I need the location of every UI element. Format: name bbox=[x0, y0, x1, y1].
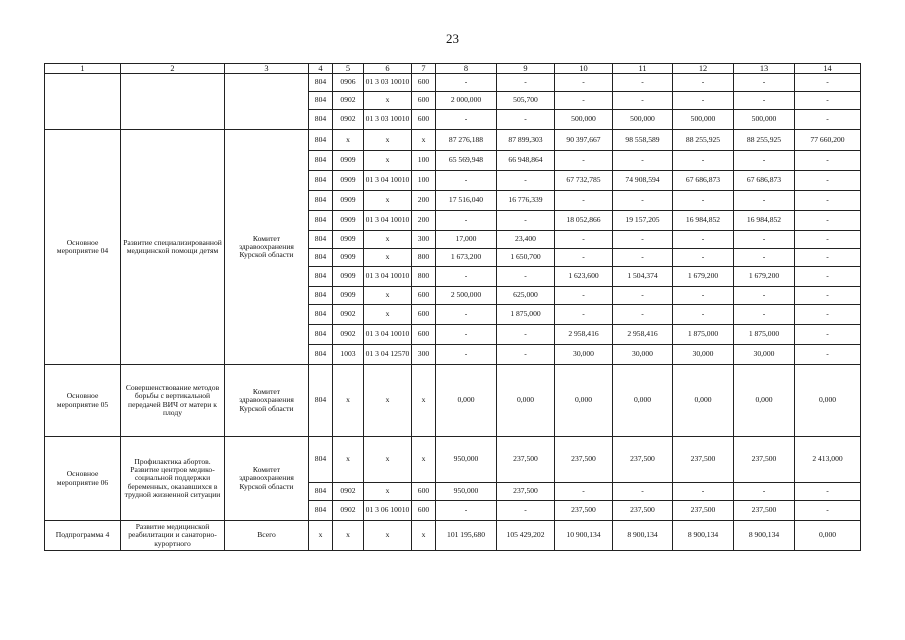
value-cell: 800 bbox=[412, 249, 436, 267]
value-cell: 0909 bbox=[333, 151, 364, 171]
value-cell: 01 3 04 10010 bbox=[364, 211, 412, 231]
page-number: 23 bbox=[446, 31, 459, 46]
value-cell: - bbox=[795, 110, 861, 130]
value-cell: 30,000 bbox=[734, 345, 795, 365]
value-cell: - bbox=[673, 92, 734, 110]
value-cell: 800 bbox=[412, 267, 436, 287]
value-cell: 804 bbox=[309, 501, 333, 521]
value-cell: 804 bbox=[309, 191, 333, 211]
value-cell: 0,000 bbox=[795, 365, 861, 437]
value-cell: - bbox=[734, 287, 795, 305]
value-cell: 23,400 bbox=[497, 231, 555, 249]
value-cell: - bbox=[795, 191, 861, 211]
value-cell: - bbox=[436, 325, 497, 345]
value-cell: х bbox=[364, 130, 412, 151]
value-cell: - bbox=[673, 191, 734, 211]
value-cell: 2 958,416 bbox=[613, 325, 673, 345]
value-cell: 804 bbox=[309, 171, 333, 191]
value-cell: х bbox=[412, 437, 436, 483]
column-header-2: 2 bbox=[121, 64, 225, 74]
value-cell: х bbox=[364, 151, 412, 171]
value-cell: - bbox=[436, 305, 497, 325]
value-cell: 16 984,852 bbox=[734, 211, 795, 231]
value-cell: - bbox=[673, 74, 734, 92]
value-cell: - bbox=[497, 211, 555, 231]
value-cell: 237,500 bbox=[613, 501, 673, 521]
value-cell: - bbox=[673, 483, 734, 501]
value-cell: х bbox=[364, 191, 412, 211]
value-cell: 8 900,134 bbox=[673, 521, 734, 551]
value-cell: х bbox=[412, 521, 436, 551]
value-cell: - bbox=[497, 325, 555, 345]
value-cell: - bbox=[497, 110, 555, 130]
column-header-11: 11 bbox=[613, 64, 673, 74]
value-cell: 600 bbox=[412, 74, 436, 92]
value-cell: 804 bbox=[309, 231, 333, 249]
value-cell: - bbox=[734, 74, 795, 92]
value-cell: - bbox=[613, 92, 673, 110]
value-cell: - bbox=[613, 151, 673, 171]
value-cell: 500,000 bbox=[673, 110, 734, 130]
value-cell: - bbox=[613, 305, 673, 325]
value-cell: - bbox=[673, 231, 734, 249]
value-cell: 1 679,200 bbox=[673, 267, 734, 287]
value-cell: - bbox=[734, 249, 795, 267]
value-cell: 1 875,000 bbox=[673, 325, 734, 345]
value-cell: 0909 bbox=[333, 191, 364, 211]
value-cell: - bbox=[613, 483, 673, 501]
value-cell: 950,000 bbox=[436, 437, 497, 483]
value-cell: 237,500 bbox=[555, 437, 613, 483]
value-cell: 66 948,864 bbox=[497, 151, 555, 171]
value-cell: 0,000 bbox=[673, 365, 734, 437]
value-cell: 600 bbox=[412, 287, 436, 305]
value-cell: 237,500 bbox=[673, 437, 734, 483]
value-cell: 105 429,202 bbox=[497, 521, 555, 551]
table-row bbox=[45, 437, 861, 483]
value-cell: - bbox=[497, 345, 555, 365]
value-cell: 804 bbox=[309, 249, 333, 267]
value-cell: 98 558,589 bbox=[613, 130, 673, 151]
value-cell: 0,000 bbox=[613, 365, 673, 437]
value-cell: - bbox=[734, 305, 795, 325]
value-cell: - bbox=[734, 92, 795, 110]
column-header-14: 14 bbox=[795, 64, 861, 74]
value-cell: 2 958,416 bbox=[555, 325, 613, 345]
value-cell: 0,000 bbox=[497, 365, 555, 437]
value-cell: 16 984,852 bbox=[673, 211, 734, 231]
value-cell: 17,000 bbox=[436, 231, 497, 249]
value-cell: 804 bbox=[309, 92, 333, 110]
value-cell: 8 900,134 bbox=[613, 521, 673, 551]
value-cell: 600 bbox=[412, 92, 436, 110]
value-cell: 0902 bbox=[333, 325, 364, 345]
measure-description-cell: Профилактика абортов. Развитие центров медико-социальной поддержки беременных, оказавшихся в трудной жизненной ситуации bbox=[121, 437, 225, 521]
value-cell: - bbox=[795, 325, 861, 345]
value-cell: - bbox=[436, 171, 497, 191]
value-cell: - bbox=[555, 151, 613, 171]
value-cell: х bbox=[364, 365, 412, 437]
column-header-4: 4 bbox=[309, 64, 333, 74]
value-cell: 19 157,205 bbox=[613, 211, 673, 231]
value-cell: х bbox=[364, 521, 412, 551]
value-cell: 804 bbox=[309, 437, 333, 483]
value-cell: - bbox=[555, 483, 613, 501]
table-row bbox=[45, 521, 861, 551]
executor-cell bbox=[225, 74, 309, 130]
value-cell: 200 bbox=[412, 191, 436, 211]
value-cell: 0909 bbox=[333, 267, 364, 287]
column-header-12: 12 bbox=[673, 64, 734, 74]
value-cell: 600 bbox=[412, 305, 436, 325]
value-cell: х bbox=[364, 249, 412, 267]
value-cell: 804 bbox=[309, 151, 333, 171]
value-cell: 0902 bbox=[333, 483, 364, 501]
value-cell: - bbox=[795, 171, 861, 191]
value-cell: 237,500 bbox=[673, 501, 734, 521]
value-cell: х bbox=[333, 521, 364, 551]
value-cell: 0902 bbox=[333, 92, 364, 110]
value-cell: х bbox=[333, 365, 364, 437]
value-cell: х bbox=[333, 437, 364, 483]
value-cell: 200 bbox=[412, 211, 436, 231]
value-cell: 500,000 bbox=[613, 110, 673, 130]
value-cell: - bbox=[497, 74, 555, 92]
executor-cell: Комитет здравоохранения Курской области bbox=[225, 437, 309, 521]
value-cell: 804 bbox=[309, 267, 333, 287]
value-cell: 804 bbox=[309, 287, 333, 305]
value-cell: 67 732,785 bbox=[555, 171, 613, 191]
value-cell: 0906 bbox=[333, 74, 364, 92]
value-cell: - bbox=[673, 305, 734, 325]
value-cell: 237,500 bbox=[734, 437, 795, 483]
value-cell: 0902 bbox=[333, 305, 364, 325]
value-cell: - bbox=[795, 74, 861, 92]
value-cell: - bbox=[613, 74, 673, 92]
value-cell: 0909 bbox=[333, 171, 364, 191]
column-header-6: 6 bbox=[364, 64, 412, 74]
value-cell: 1 673,200 bbox=[436, 249, 497, 267]
value-cell: 0,000 bbox=[555, 365, 613, 437]
value-cell: 1003 bbox=[333, 345, 364, 365]
value-cell: 30,000 bbox=[673, 345, 734, 365]
value-cell: 67 686,873 bbox=[673, 171, 734, 191]
value-cell: - bbox=[673, 249, 734, 267]
value-cell: 804 bbox=[309, 110, 333, 130]
measure-description-cell: Совершенствование методов борьбы с вертикальной передачей ВИЧ от матери к плоду bbox=[121, 365, 225, 437]
value-cell: - bbox=[497, 501, 555, 521]
value-cell: - bbox=[555, 191, 613, 211]
value-cell: - bbox=[734, 483, 795, 501]
value-cell: - bbox=[795, 249, 861, 267]
value-cell: - bbox=[795, 345, 861, 365]
value-cell: 01 3 04 10010 bbox=[364, 267, 412, 287]
value-cell: 237,500 bbox=[555, 501, 613, 521]
value-cell: 625,000 bbox=[497, 287, 555, 305]
value-cell: 1 679,200 bbox=[734, 267, 795, 287]
value-cell: 600 bbox=[412, 501, 436, 521]
value-cell: 0909 bbox=[333, 287, 364, 305]
value-cell: х bbox=[333, 130, 364, 151]
value-cell: х bbox=[364, 305, 412, 325]
value-cell: - bbox=[734, 231, 795, 249]
value-cell: 237,500 bbox=[734, 501, 795, 521]
value-cell: - bbox=[795, 151, 861, 171]
value-cell: 1 875,000 bbox=[497, 305, 555, 325]
column-header-3: 3 bbox=[225, 64, 309, 74]
value-cell: 67 686,873 bbox=[734, 171, 795, 191]
column-header-7: 7 bbox=[412, 64, 436, 74]
value-cell: х bbox=[364, 231, 412, 249]
value-cell: 0,000 bbox=[734, 365, 795, 437]
value-cell: - bbox=[555, 74, 613, 92]
value-cell: - bbox=[436, 501, 497, 521]
column-header-13: 13 bbox=[734, 64, 795, 74]
value-cell: - bbox=[436, 267, 497, 287]
value-cell: 237,500 bbox=[613, 437, 673, 483]
value-cell: - bbox=[673, 287, 734, 305]
value-cell: - bbox=[734, 151, 795, 171]
value-cell: 100 bbox=[412, 151, 436, 171]
value-cell: - bbox=[613, 249, 673, 267]
value-cell: - bbox=[436, 345, 497, 365]
value-cell: 0909 bbox=[333, 211, 364, 231]
value-cell: - bbox=[497, 171, 555, 191]
measure-name-cell: Основное мероприятие 05 bbox=[45, 365, 121, 437]
value-cell: - bbox=[436, 211, 497, 231]
value-cell: х bbox=[309, 521, 333, 551]
value-cell: 2 000,000 bbox=[436, 92, 497, 110]
value-cell: 01 3 03 10010 bbox=[364, 74, 412, 92]
value-cell: - bbox=[795, 483, 861, 501]
measure-name-cell bbox=[45, 74, 121, 130]
executor-cell: Всего bbox=[225, 521, 309, 551]
value-cell: 8 900,134 bbox=[734, 521, 795, 551]
value-cell: 500,000 bbox=[734, 110, 795, 130]
value-cell: 17 516,040 bbox=[436, 191, 497, 211]
value-cell: 65 569,948 bbox=[436, 151, 497, 171]
value-cell: - bbox=[795, 231, 861, 249]
measure-name-cell: Основное мероприятие 06 bbox=[45, 437, 121, 521]
value-cell: 30,000 bbox=[555, 345, 613, 365]
value-cell: 0909 bbox=[333, 231, 364, 249]
value-cell: 237,500 bbox=[497, 483, 555, 501]
value-cell: х bbox=[412, 130, 436, 151]
value-cell: 01 3 04 10010 bbox=[364, 171, 412, 191]
value-cell: - bbox=[555, 287, 613, 305]
measure-description-cell: Развитие специализированной медицинской помощи детям bbox=[121, 130, 225, 365]
value-cell: 950,000 bbox=[436, 483, 497, 501]
value-cell: 300 bbox=[412, 231, 436, 249]
value-cell: 90 397,667 bbox=[555, 130, 613, 151]
value-cell: х bbox=[412, 365, 436, 437]
value-cell: 804 bbox=[309, 483, 333, 501]
budget-table bbox=[44, 63, 861, 551]
value-cell: 1 623,600 bbox=[555, 267, 613, 287]
value-cell: 16 776,339 bbox=[497, 191, 555, 211]
value-cell: 18 052,866 bbox=[555, 211, 613, 231]
value-cell: 0,000 bbox=[436, 365, 497, 437]
column-header-1: 1 bbox=[45, 64, 121, 74]
value-cell: 300 bbox=[412, 345, 436, 365]
value-cell: - bbox=[436, 110, 497, 130]
value-cell: 600 bbox=[412, 483, 436, 501]
value-cell: 77 660,200 bbox=[795, 130, 861, 151]
column-header-10: 10 bbox=[555, 64, 613, 74]
value-cell: - bbox=[795, 92, 861, 110]
column-header-8: 8 bbox=[436, 64, 497, 74]
value-cell: 804 bbox=[309, 345, 333, 365]
column-header-9: 9 bbox=[497, 64, 555, 74]
value-cell: - bbox=[497, 267, 555, 287]
value-cell: 804 bbox=[309, 74, 333, 92]
value-cell: 505,700 bbox=[497, 92, 555, 110]
value-cell: х bbox=[364, 483, 412, 501]
value-cell: 01 3 04 12570 bbox=[364, 345, 412, 365]
value-cell: 87 276,188 bbox=[436, 130, 497, 151]
value-cell: 237,500 bbox=[497, 437, 555, 483]
value-cell: 0909 bbox=[333, 249, 364, 267]
value-cell: 2 500,000 bbox=[436, 287, 497, 305]
table-row bbox=[45, 74, 861, 92]
value-cell: 0902 bbox=[333, 110, 364, 130]
value-cell: - bbox=[673, 151, 734, 171]
value-cell: 2 413,000 bbox=[795, 437, 861, 483]
measure-name-cell: Подпрограмма 4 bbox=[45, 521, 121, 551]
value-cell: 804 bbox=[309, 211, 333, 231]
value-cell: 0902 bbox=[333, 501, 364, 521]
value-cell: 74 908,594 bbox=[613, 171, 673, 191]
value-cell: 100 bbox=[412, 171, 436, 191]
value-cell: - bbox=[795, 287, 861, 305]
executor-cell: Комитет здравоохранения Курской области bbox=[225, 365, 309, 437]
value-cell: 600 bbox=[412, 325, 436, 345]
value-cell: 1 650,700 bbox=[497, 249, 555, 267]
executor-cell: Комитет здравоохранения Курской области bbox=[225, 130, 309, 365]
value-cell: - bbox=[613, 287, 673, 305]
value-cell: - bbox=[555, 249, 613, 267]
value-cell: 500,000 bbox=[555, 110, 613, 130]
value-cell: 804 bbox=[309, 130, 333, 151]
value-cell: 804 bbox=[309, 325, 333, 345]
value-cell: 87 899,303 bbox=[497, 130, 555, 151]
value-cell: 0,000 bbox=[795, 521, 861, 551]
value-cell: 01 3 06 10010 bbox=[364, 501, 412, 521]
value-cell: 1 875,000 bbox=[734, 325, 795, 345]
value-cell: - bbox=[795, 305, 861, 325]
value-cell: - bbox=[555, 305, 613, 325]
value-cell: 30,000 bbox=[613, 345, 673, 365]
table-row bbox=[45, 130, 861, 151]
value-cell: 01 3 03 10010 bbox=[364, 110, 412, 130]
measure-name-cell: Основное мероприятие 04 bbox=[45, 130, 121, 365]
value-cell: 600 bbox=[412, 110, 436, 130]
value-cell: 10 900,134 bbox=[555, 521, 613, 551]
value-cell: - bbox=[613, 231, 673, 249]
table-row bbox=[45, 365, 861, 437]
value-cell: 804 bbox=[309, 305, 333, 325]
value-cell: - bbox=[436, 74, 497, 92]
value-cell: - bbox=[795, 501, 861, 521]
value-cell: 88 255,925 bbox=[673, 130, 734, 151]
value-cell: 101 195,680 bbox=[436, 521, 497, 551]
value-cell: 88 255,925 bbox=[734, 130, 795, 151]
value-cell: - bbox=[795, 211, 861, 231]
measure-description-cell: Развитие медицинской реабилитации и санаторно-курортного bbox=[121, 521, 225, 551]
value-cell: - bbox=[555, 231, 613, 249]
value-cell: х bbox=[364, 437, 412, 483]
header-row bbox=[45, 64, 861, 74]
value-cell: х bbox=[364, 287, 412, 305]
value-cell: 1 504,374 bbox=[613, 267, 673, 287]
value-cell: - bbox=[555, 92, 613, 110]
value-cell: - bbox=[795, 267, 861, 287]
value-cell: х bbox=[364, 92, 412, 110]
measure-description-cell bbox=[121, 74, 225, 130]
value-cell: 01 3 04 10010 bbox=[364, 325, 412, 345]
value-cell: - bbox=[613, 191, 673, 211]
column-header-5: 5 bbox=[333, 64, 364, 74]
value-cell: 804 bbox=[309, 365, 333, 437]
value-cell: - bbox=[734, 191, 795, 211]
